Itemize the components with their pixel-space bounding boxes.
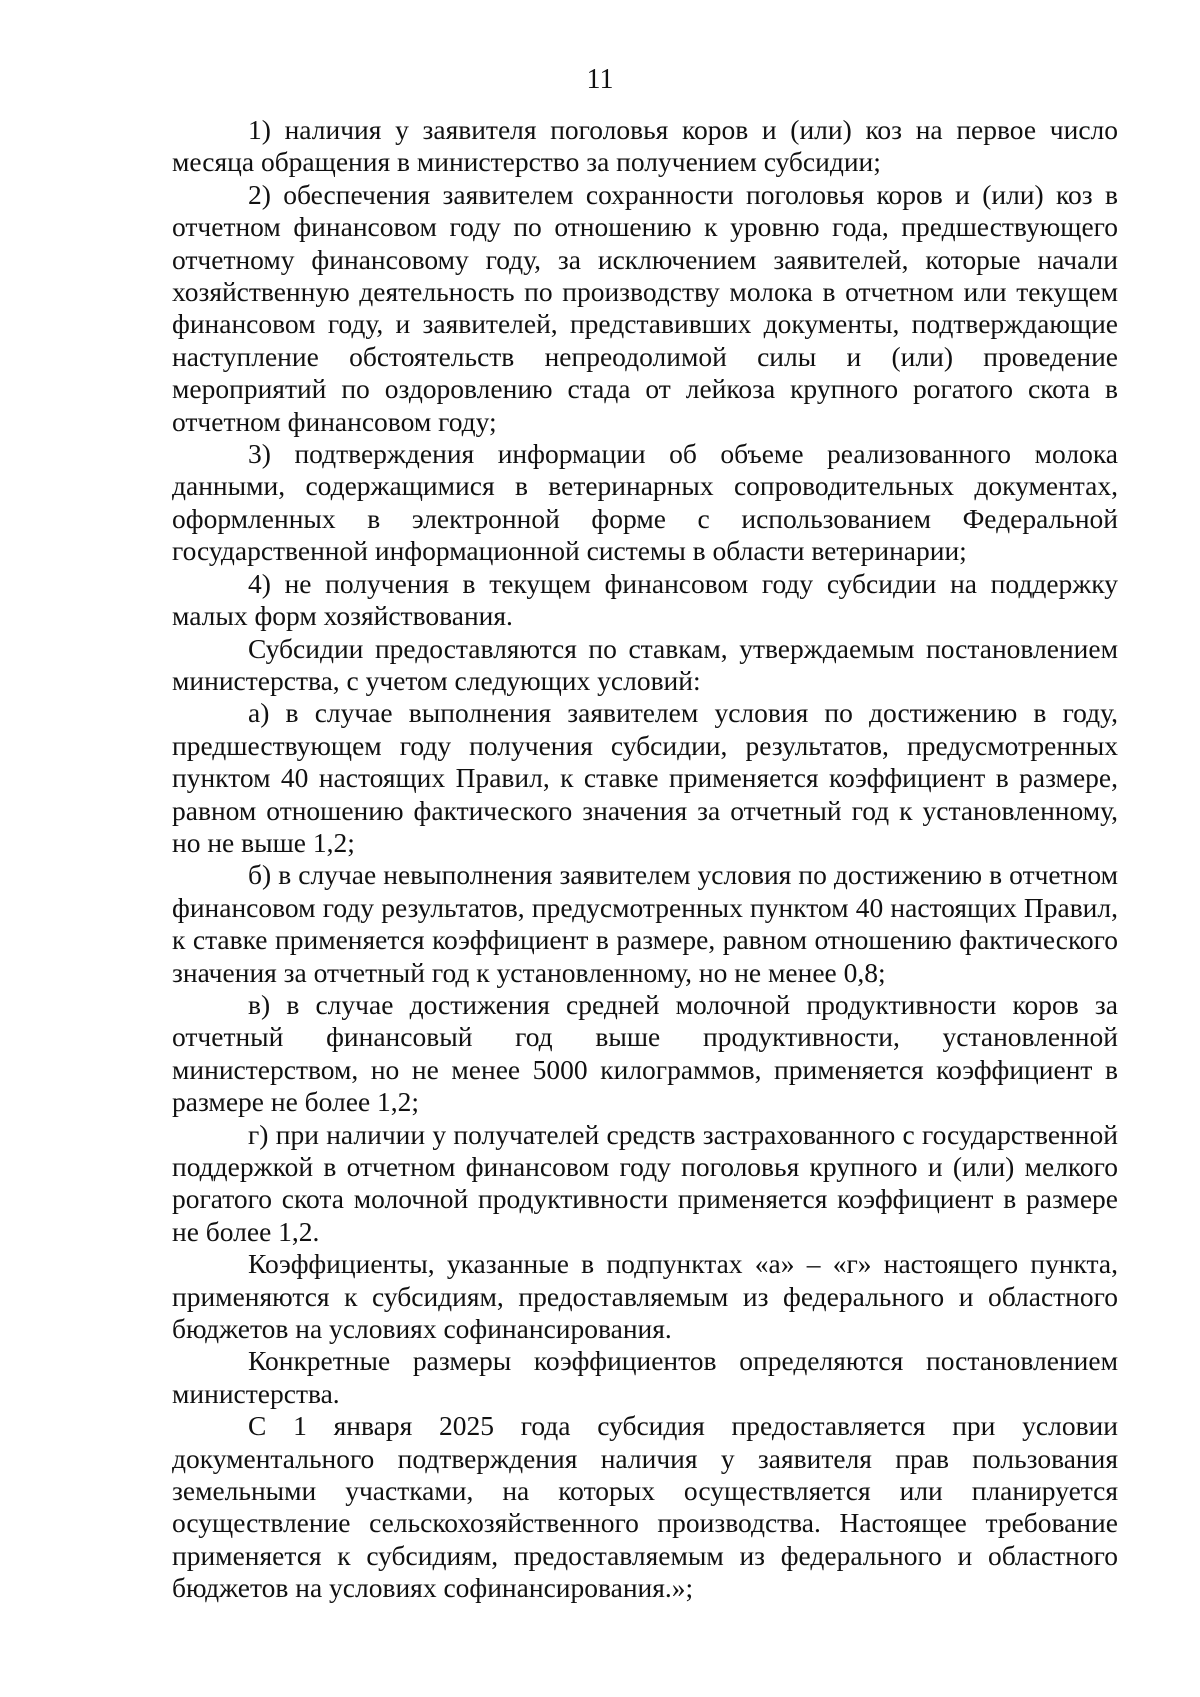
- paragraph-coefficient-b: б) в случае невыполнения заявителем условия по достижению в отчетном финансовом году результатов, предусмотренных пунктом 40 настоящих Правил, к ставке применяется коэффициент в размере, равном отношению фактического значения за отчетный год к установленному, но не менее 0,8;: [172, 859, 1118, 988]
- paragraph-condition-1: 1) наличия у заявителя поголовья коров и (или) коз на первое число месяца обращения в министерство за получением субсидии;: [172, 114, 1118, 178]
- paragraph-condition-2: 2) обеспечения заявителем сохранности поголовья коров и (или) коз в отчетном финансовом году по отношению к уровню года, предшествующего отчетному финансовому году, за исключением заявителей, которые начали хозяйственную деятельность по производству молока в отчетном или текущем финансовом году, и заявителей, представивших документы, подтверждающие наступление обстоятельств непреодолимой силы и (или) проведение мероприятий по оздоровлению стада от лейкоза крупного рогатого скота в отчетном финансовом году;: [172, 178, 1118, 437]
- paragraph-coefficients-application: Коэффициенты, указанные в подпунктах «а» – «г» настоящего пункта, применяются к субсидиям, предоставляемым из федерального и областного бюджетов на условиях софинансирования.: [172, 1248, 1118, 1345]
- document-body: [172, 114, 1118, 1605]
- paragraph-coefficient-v: в) в случае достижения средней молочной продуктивности коров за отчетный финансовый год выше продуктивности, установленной министерством, но не менее 5000 килограммов, применяется коэффициент в размере не более 1,2;: [172, 988, 1118, 1118]
- page-number: 11: [586, 64, 614, 95]
- paragraph-land-requirement: С 1 января 2025 года субсидия предоставляется при условии документального подтверждения наличия у заявителя прав пользования земельными участками, на которых осуществляется или планируется осуществление сельскохозяйственного производства. Настоящее требование применяется к субсидиям, предоставляемым из федерального и областного бюджетов на условиях софинансирования.»;: [172, 1410, 1118, 1604]
- paragraph-condition-3: 3) подтверждения информации об объеме реализованного молока данными, содержащимися в ветеринарных сопроводительных документах, оформленных в электронной форме с использованием Федеральной государственной информационной системы в области ветеринарии;: [172, 438, 1118, 567]
- paragraph-coefficients-sizes: Конкретные размеры коэффициентов определяются постановлением министерства.: [172, 1345, 1118, 1409]
- paragraph-condition-4: 4) не получения в текущем финансовом году субсидии на поддержку малых форм хозяйствования.: [172, 567, 1118, 632]
- paragraph-coefficient-a: а) в случае выполнения заявителем условия по достижению в году, предшествующем году получения субсидии, результатов, предусмотренных пунктом 40 настоящих Правил, к ставке применяется коэффициент в размере, равном отношению фактического значения за отчетный год к установленному, но не выше 1,2;: [172, 697, 1118, 858]
- paragraph-rates-intro: Субсидии предоставляются по ставкам, утверждаемым постановлением министерства, с учетом следующих условий:: [172, 632, 1118, 696]
- paragraph-coefficient-g: г) при наличии у получателей средств застрахованного с государственной поддержкой в отчетном финансовом году поголовья крупного и (или) мелкого рогатого скота молочной продуктивности применяется коэффициент в размере не более 1,2.: [172, 1118, 1118, 1247]
